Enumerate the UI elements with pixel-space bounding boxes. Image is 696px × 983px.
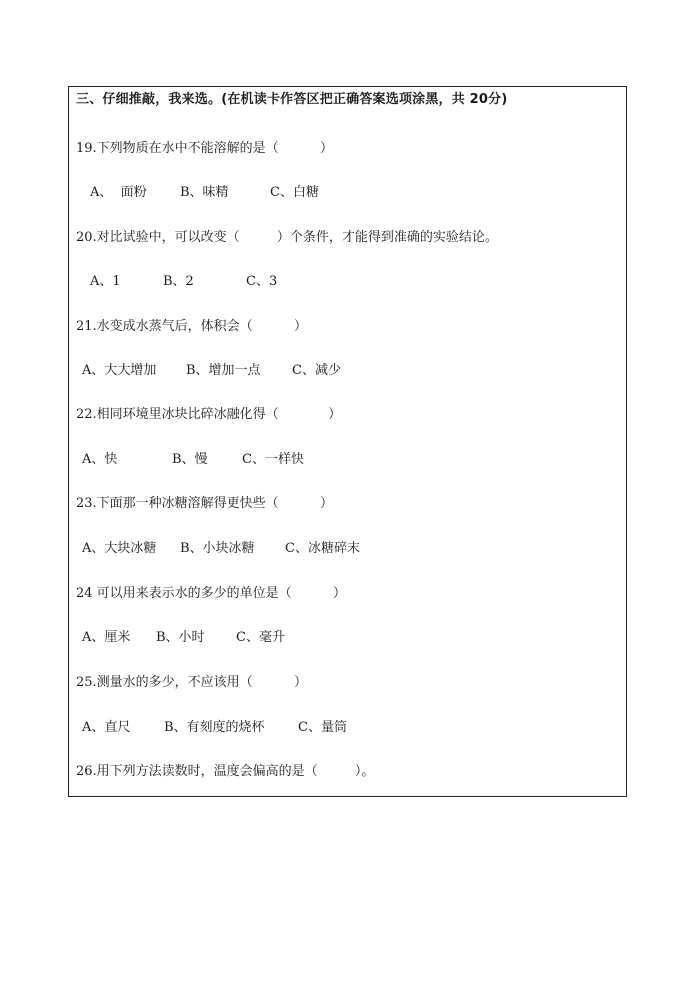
- question-25: 25.测量水的多少，不应该用（ ）: [76, 675, 307, 690]
- question-22: 22.相同环境里冰块比碎冰融化得（ ）: [76, 407, 342, 422]
- question-box: [68, 86, 627, 797]
- section-title: 三、仔细推敲，我来选。(在机读卡作答区把正确答案选项涂黑，共 20分): [76, 92, 508, 107]
- option-19-a: A、 面粉: [90, 185, 147, 200]
- option-21-a: A、大大增加: [82, 363, 157, 378]
- question-24: 24 可以用来表示水的多少的单位是（ ）: [76, 586, 346, 601]
- question-20: 20.对比试验中，可以改变（ ）个条件，才能得到准确的实验结论。: [76, 230, 498, 245]
- option-23-a: A、大块冰糖: [82, 541, 157, 556]
- option-25-b: B、有刻度的烧杯: [164, 720, 265, 735]
- option-24-c: C、毫升: [236, 630, 285, 645]
- question-23: 23.下面那一种冰糖溶解得更快些（ ）: [76, 496, 333, 511]
- option-25-c: C、量筒: [298, 720, 347, 735]
- option-23-b: B、小块冰糖: [180, 541, 255, 556]
- option-24-a: A、厘米: [82, 630, 131, 645]
- question-21: 21.水变成水蒸气后，体积会（ ）: [76, 319, 307, 334]
- question-26: 26.用下列方法读数时，温度会偏高的是（ ）。: [76, 764, 375, 779]
- option-21-b: B、增加一点: [186, 363, 261, 378]
- option-19-c: C、白糖: [270, 185, 319, 200]
- option-25-a: A、直尺: [82, 720, 131, 735]
- option-20-b: B、2: [163, 274, 194, 289]
- option-24-b: B、小时: [156, 630, 205, 645]
- question-19: 19.下列物质在水中不能溶解的是（ ）: [76, 141, 333, 156]
- option-22-a: A、快: [82, 452, 118, 467]
- option-19-b: B、味精: [180, 185, 229, 200]
- option-21-c: C、减少: [292, 363, 341, 378]
- option-22-c: C、一样快: [242, 452, 304, 467]
- option-20-a: A、1: [90, 274, 121, 289]
- option-20-c: C、3: [246, 274, 278, 289]
- option-23-c: C、冰糖碎末: [285, 541, 360, 556]
- option-22-b: B、慢: [172, 452, 208, 467]
